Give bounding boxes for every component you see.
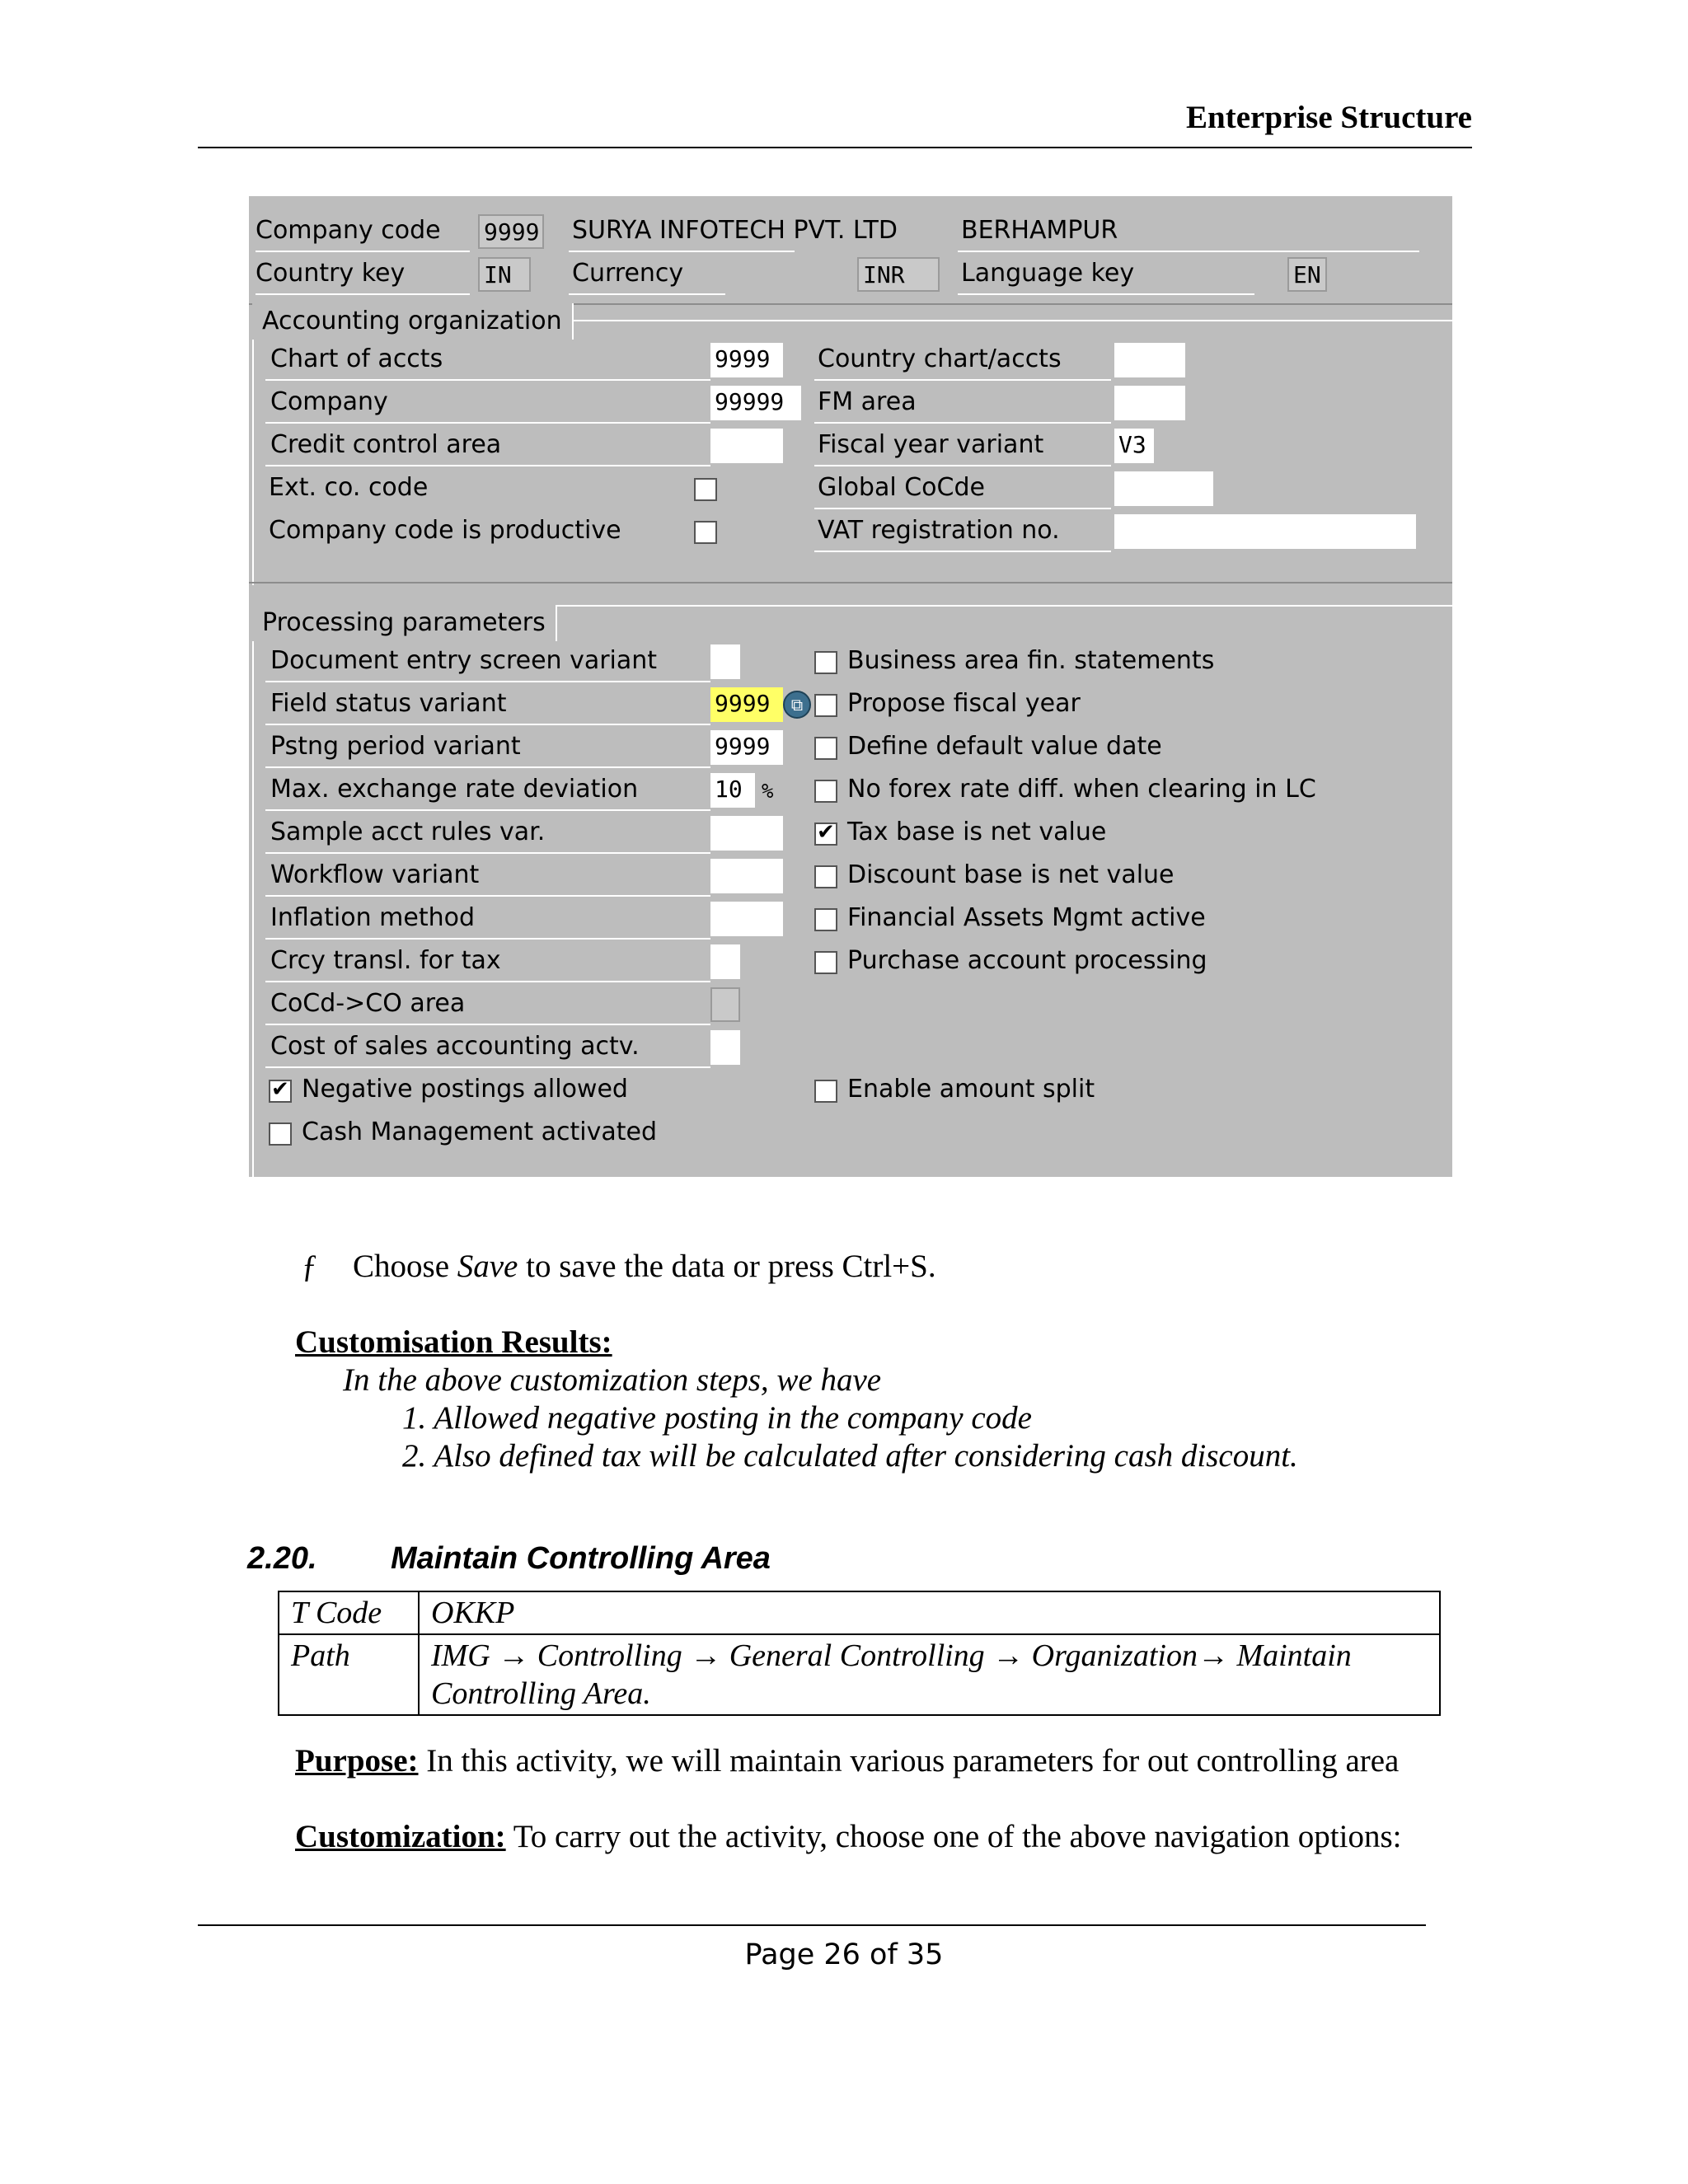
path-label: Path — [279, 1634, 419, 1715]
max-exchange-rate-label: Max. exchange rate deviation — [270, 775, 639, 804]
company-name-text: SURYA INFOTECH PVT. LTD — [572, 216, 898, 245]
tax-base-net-checkbox[interactable] — [814, 823, 837, 846]
max-exchange-rate-field[interactable]: 10 — [710, 773, 755, 808]
tcode-value: OKKP — [419, 1591, 1440, 1634]
currency-field[interactable]: INR — [857, 257, 940, 292]
save-word: Save — [457, 1249, 518, 1284]
define-default-value-date-label: Define default value date — [847, 732, 1162, 761]
path-line-2: Controlling Area. — [431, 1676, 651, 1711]
section-number: 2.20. — [247, 1541, 317, 1576]
currency-label: Currency — [572, 259, 684, 288]
sample-acct-rules-field[interactable] — [710, 816, 783, 851]
underline — [265, 724, 710, 725]
company-code-productive-label: Company code is productive — [269, 516, 621, 545]
underline — [265, 422, 710, 424]
ext-co-code-checkbox[interactable] — [694, 478, 717, 501]
chart-of-accts-label: Chart of accts — [270, 344, 443, 373]
tax-base-net-label: Tax base is net value — [847, 818, 1107, 846]
doc-entry-variant-label: Document entry screen variant — [270, 646, 658, 675]
results-item-2: 2. Also defined tax will be calculated after considering cash discount. — [402, 1438, 1298, 1474]
cost-of-sales-label: Cost of sales accounting actv. — [270, 1032, 640, 1061]
underline — [265, 852, 710, 854]
language-key-field[interactable]: EN — [1287, 257, 1327, 292]
customization-text: To carry out the activity, choose one of the above navigation options: — [505, 1819, 1402, 1854]
underline — [569, 293, 725, 295]
fm-area-label: FM area — [818, 387, 917, 416]
financial-assets-label: Financial Assets Mgmt active — [847, 903, 1206, 932]
crcy-transl-tax-field[interactable] — [710, 944, 740, 979]
underline — [256, 251, 470, 252]
underline — [265, 681, 710, 682]
vat-registration-field[interactable] — [1114, 514, 1416, 549]
enable-amount-split-checkbox[interactable] — [814, 1080, 837, 1103]
tcode-table — [278, 1591, 1441, 1716]
global-cocde-label: Global CoCde — [818, 473, 985, 502]
company-code-label: Company code — [256, 216, 441, 245]
header-rule — [198, 147, 1472, 148]
company-code-productive-checkbox[interactable] — [694, 521, 717, 544]
customization-paragraph — [295, 1818, 1401, 1855]
underline — [958, 293, 1254, 295]
global-cocde-field[interactable] — [1114, 471, 1213, 506]
separator — [249, 582, 1452, 583]
vat-registration-label: VAT registration no. — [818, 516, 1060, 545]
cash-management-checkbox[interactable] — [269, 1122, 292, 1146]
cost-of-sales-field[interactable] — [710, 1030, 740, 1065]
underline — [958, 251, 1419, 252]
path-line-1: IMG → Controlling → General Controlling → Organization→ Maintain — [431, 1638, 1352, 1673]
inflation-method-label: Inflation method — [270, 903, 475, 932]
underline — [265, 1024, 710, 1025]
credit-control-area-field[interactable] — [710, 429, 783, 463]
fiscal-year-variant-field[interactable]: V3 — [1114, 429, 1154, 463]
underline — [814, 465, 1111, 466]
bullet-marker: ƒ — [302, 1249, 318, 1284]
page-number: Page 26 of 35 — [744, 1938, 944, 1971]
business-area-checkbox[interactable] — [814, 651, 837, 674]
chart-of-accts-field[interactable]: 9999 — [710, 343, 783, 377]
country-key-label: Country key — [256, 259, 406, 288]
city-text: BERHAMPUR — [961, 216, 1118, 245]
crcy-transl-tax-label: Crcy transl. for tax — [270, 946, 501, 975]
negative-postings-label: Negative postings allowed — [302, 1075, 628, 1104]
processing-parameters-tab: Processing parameters — [252, 605, 557, 641]
purpose-paragraph — [295, 1742, 1399, 1779]
define-default-value-date-checkbox[interactable] — [814, 737, 837, 760]
underline — [265, 379, 710, 381]
cocd-co-area-field — [710, 987, 740, 1022]
percent-sign: % — [762, 780, 774, 803]
cocd-co-area-label: CoCd->CO area — [270, 989, 466, 1018]
underline — [256, 293, 470, 295]
fm-area-field[interactable] — [1114, 386, 1185, 420]
save-instruction-prefix: Choose — [353, 1249, 457, 1284]
table-row — [279, 1634, 1440, 1715]
doc-entry-variant-field[interactable] — [710, 644, 740, 679]
purpose-label: Purpose: — [295, 1743, 419, 1779]
discount-base-net-label: Discount base is net value — [847, 860, 1175, 889]
accounting-organization-tab: Accounting organization — [252, 303, 574, 340]
page-header-title: Enterprise Structure — [1186, 100, 1472, 135]
underline — [265, 1066, 710, 1068]
inflation-method-field[interactable] — [710, 902, 783, 936]
enable-amount-split-label: Enable amount split — [847, 1075, 1095, 1104]
path-value — [419, 1634, 1440, 1715]
company-label: Company — [270, 387, 388, 416]
country-chart-label: Country chart/accts — [818, 344, 1062, 373]
workflow-variant-label: Workflow variant — [270, 860, 480, 889]
results-item-1: 1. Allowed negative posting in the company code — [402, 1400, 1032, 1436]
underline — [265, 981, 710, 982]
sample-acct-rules-label: Sample acct rules var. — [270, 818, 546, 846]
field-status-variant-field[interactable]: 9999 — [710, 687, 783, 722]
underline — [265, 938, 710, 940]
propose-fiscal-year-label: Propose fiscal year — [847, 689, 1081, 718]
business-area-label: Business area fin. statements — [847, 646, 1215, 675]
country-chart-field[interactable] — [1114, 343, 1185, 377]
underline — [814, 551, 1111, 552]
workflow-variant-field[interactable] — [710, 859, 783, 893]
customization-label: Customization: — [295, 1819, 506, 1854]
ext-co-code-label: Ext. co. code — [269, 473, 429, 502]
country-key-field[interactable]: IN — [478, 257, 531, 292]
language-key-label: Language key — [961, 259, 1135, 288]
results-heading: Customisation Results: — [295, 1324, 612, 1360]
fiscal-year-variant-label: Fiscal year variant — [818, 430, 1044, 459]
underline — [265, 766, 710, 768]
tcode-label: T Code — [279, 1591, 419, 1634]
company-field[interactable]: 99999 — [710, 386, 801, 420]
field-status-variant-label: Field status variant — [270, 689, 507, 718]
underline — [265, 465, 710, 466]
underline — [265, 809, 710, 811]
underline — [814, 422, 1111, 424]
section-title: Maintain Controlling Area — [391, 1541, 771, 1576]
purpose-text: In this activity, we will maintain various parameters for out controlling area — [418, 1743, 1400, 1779]
no-forex-rate-diff-checkbox[interactable] — [814, 780, 837, 803]
negative-postings-checkbox[interactable] — [269, 1080, 292, 1103]
company-code-field[interactable]: 9999 — [478, 214, 544, 249]
no-forex-rate-diff-label: No forex rate diff. when clearing in LC — [847, 775, 1316, 804]
save-instruction-suffix: to save the data or press Ctrl+S. — [518, 1249, 936, 1284]
financial-assets-checkbox[interactable] — [814, 908, 837, 931]
results-intro: In the above customization steps, we have — [343, 1362, 882, 1398]
value-help-icon[interactable]: ⧉ — [783, 691, 811, 719]
footer-rule — [198, 1924, 1426, 1926]
underline — [814, 379, 1111, 381]
sap-company-code-screen — [249, 196, 1452, 1177]
save-instruction — [353, 1248, 936, 1285]
underline — [265, 895, 710, 897]
discount-base-net-checkbox[interactable] — [814, 865, 837, 888]
underline — [814, 508, 1111, 509]
underline — [569, 251, 795, 252]
cash-management-label: Cash Management activated — [302, 1118, 658, 1146]
table-row — [279, 1591, 1440, 1634]
pstng-period-variant-field[interactable]: 9999 — [710, 730, 783, 765]
propose-fiscal-year-checkbox[interactable] — [814, 694, 837, 717]
purchase-account-checkbox[interactable] — [814, 951, 837, 974]
pstng-period-variant-label: Pstng period variant — [270, 732, 521, 761]
purchase-account-label: Purchase account processing — [847, 946, 1207, 975]
credit-control-area-label: Credit control area — [270, 430, 502, 459]
